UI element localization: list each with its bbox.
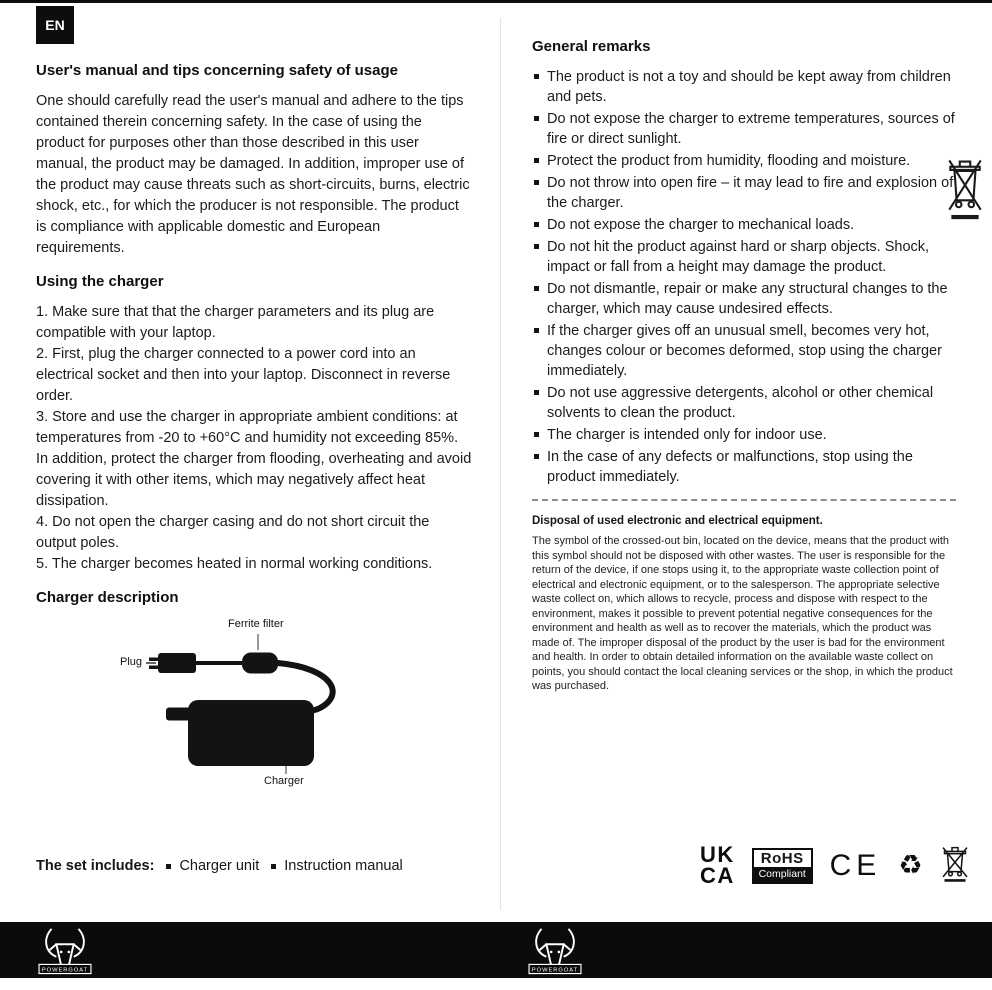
charger-description-heading: Charger description (36, 589, 179, 606)
goat-horn-left (46, 929, 56, 957)
ukca-mark (700, 842, 735, 888)
using-step: 5. The charger becomes heated in normal working conditions. (36, 556, 433, 572)
weee-bin-icon (940, 843, 970, 888)
charger-diagram-art (36, 612, 470, 794)
ferrite-filter-shape (242, 653, 278, 674)
plug-prong (149, 658, 159, 662)
remark-item: Do not dismantle, repair or make any structural changes to the charger, which may cause undesired effects. (532, 279, 956, 319)
using-step: 4. Do not open the charger casing and do not short circuit the output poles. (36, 514, 430, 551)
safety-heading: User's manual and tips concerning safety of usage (36, 62, 398, 79)
remark-item: Do not expose the charger to mechanical loads. (532, 215, 956, 235)
powergoat-logo (526, 925, 584, 980)
general-remarks-heading: General remarks (532, 38, 651, 55)
set-includes-item: Instruction manual (271, 858, 402, 874)
remark-item: Protect the product from humidity, flooding and moisture. (532, 151, 956, 171)
plug-connector (158, 653, 196, 673)
goat-horn-left (536, 929, 546, 957)
remark-item: Do not throw into open fire – it may lead to fire and explosion of the charger. (532, 173, 956, 213)
recycle-icon: ♻ (898, 850, 923, 880)
rohs-compliant-label: Compliant (754, 867, 811, 882)
page-fold-line (500, 18, 501, 910)
left-column (36, 62, 472, 794)
remark-item: Do not use aggressive detergents, alcohol or other chemical solvents to clean the product. (532, 383, 956, 423)
disposal-heading: Disposal of used electronic and electrical equipment. (532, 515, 823, 527)
remark-item: In the case of any defects or malfunctions, stop using the product immediately. (532, 447, 956, 487)
remark-item: The charger is intended only for indoor use. (532, 425, 956, 445)
using-step: 1. Make sure that that the charger parameters and its plug are compatible with your laptop. (36, 304, 435, 341)
powergoat-wordmark: POWERGOAT (531, 967, 579, 974)
general-remarks-list (532, 67, 956, 487)
remark-item: Do not hit the product against hard or sharp objects. Shock, impact or fall from a height may damage the product. (532, 237, 956, 277)
powergoat-wordmark: POWERGOAT (41, 967, 89, 974)
rohs-mark (752, 848, 813, 884)
charger-body (188, 700, 314, 766)
plug-prong (149, 666, 159, 670)
safety-paragraph: One should carefully read the user's manual and adhere to the tips contained therein concerning safety. In the case of using the product for purposes other than those described in this user manual, the product may be damaged. In addition, improper use of the product may cause threats such as short-circuits, burns, electric shock, etc., for which the producer is not responsible. The product is compliance with applicable domestic and European requirements. (36, 93, 470, 256)
right-column (532, 38, 956, 694)
set-includes-label: The set includes: (36, 858, 155, 874)
compliance-marks (700, 843, 970, 888)
goat-horn-right (564, 929, 574, 957)
using-step: 3. Store and use the charger in appropriate ambient conditions: at temperatures from -20 to +60°C and humidity not exceeding 85%. In addition, protect the charger from flooding, overheating and avoid covering it with other items, which may negatively affect heat dissipation. (36, 409, 472, 509)
remark-item: If the charger gives off an unusual smell, becomes very hot, changes colour or becomes deformed, stop using the charger immediately. (532, 321, 956, 381)
language-badge: EN (36, 6, 74, 44)
charger-label: Charger (264, 775, 304, 787)
charger-diagram (36, 612, 470, 794)
set-includes-row (36, 858, 403, 874)
ukca-top: UK (700, 842, 735, 868)
ce-mark: CE (829, 848, 882, 882)
disposal-paragraph: The symbol of the crossed-out bin, located on the device, means that the product with this symbol should not be disposed with other wastes. The user is responsible for the return of the device, if one stops using it, to the appropriate waste collection point of electrical and electronic equipment, or to the salesperson. The appropriate selective waste collect on, which allows to recycle, process and dispose with respect to the environment, makes it possible to prevent potential negative consequences for the environment and health as well as to recover the materials, which the product was made of. The improper disposal of the product by the user is bad for the environment and health. In order to obtain detailed information on the available waste collect on points, you should contact the local cleaning services or the shop, in which the product was purchased. (532, 535, 953, 692)
powergoat-logo (36, 925, 94, 980)
section-divider (532, 499, 956, 501)
using-step: 2. First, plug the charger connected to a power cord into an electrical socket and then into your laptop. Disconnect in reverse order. (36, 346, 451, 404)
ukca-bottom: CA (700, 862, 735, 888)
goat-horn-right (74, 929, 84, 957)
remark-item: The product is not a toy and should be kept away from children and pets. (532, 67, 956, 107)
plug-label: Plug (120, 656, 143, 668)
ferrite-filter-label: Ferrite filter (228, 618, 284, 630)
remark-item: Do not expose the charger to extreme temperatures, sources of fire or direct sunlight. (532, 109, 956, 149)
footer-bar (0, 922, 992, 978)
rohs-label: RoHS (760, 849, 804, 867)
page-top-edge (0, 0, 992, 3)
set-includes-item: Charger unit (166, 858, 259, 874)
using-charger-heading: Using the charger (36, 273, 164, 290)
